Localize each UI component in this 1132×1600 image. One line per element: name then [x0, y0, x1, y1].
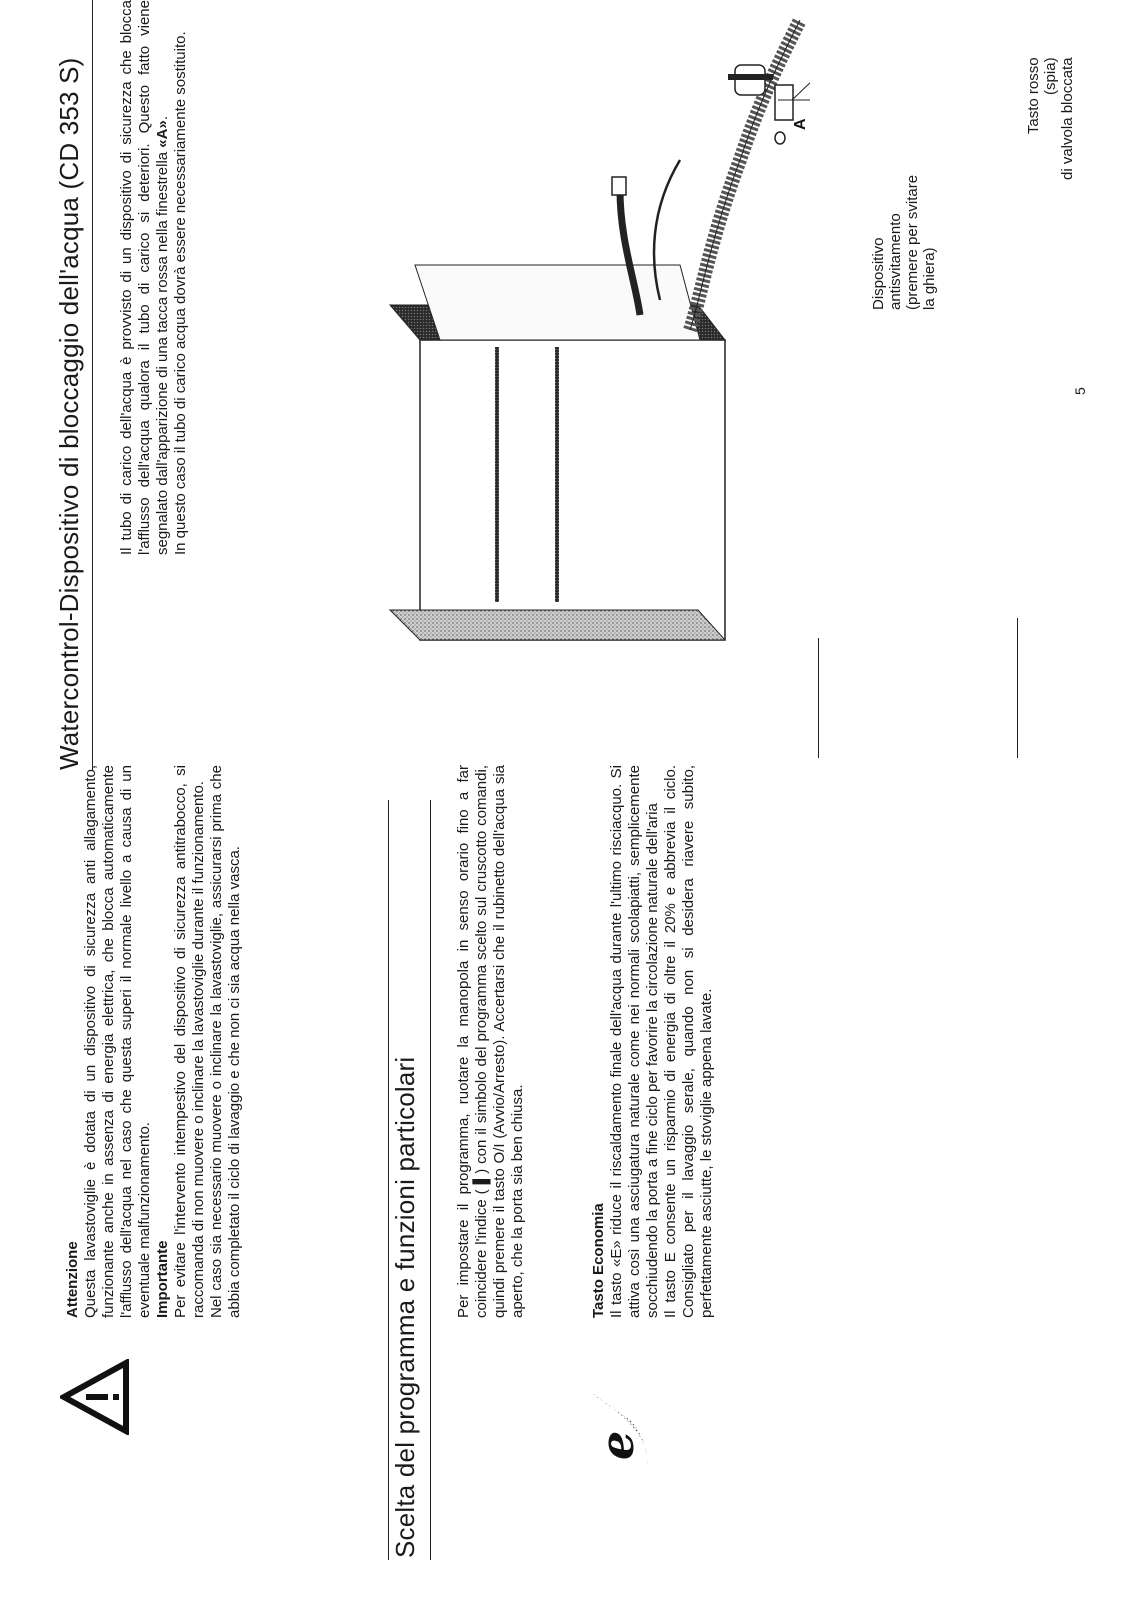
label-dispositivo: Dispositivo antisvitamento (premere per svitare la ghiera) — [870, 174, 938, 310]
page-number: 5 — [1072, 387, 1088, 395]
svg-text:e: e — [590, 1430, 644, 1460]
watercontrol-paragraph-1: Il tubo di carico dell'acqua è provvisto di un dispositivo di sicurezza che blocca l'afflusso dell'acqua qualora il tubo di carico si deteriori. Questo fatto viene segnalato dall'apparizione di una tacca rossa nella finestrella «A». — [118, 0, 171, 555]
section-rule-watercontrol — [92, 0, 93, 770]
svg-text:A: A — [792, 118, 809, 130]
dishwasher-hose-diagram — [380, 0, 810, 660]
importante-paragraph-1: Per evitare l'intervento intempestivo del dispositivo di sicurezza antitrabocco, si raccomanda di non muovere o inclinare la lavastoviglie durante il funzionamento. — [172, 765, 207, 1318]
section-rule-top — [430, 800, 431, 1560]
watercontrol-paragraph-2: In questo caso il tubo di carico acqua dovrà essere necessariamente sostituito. — [172, 31, 189, 555]
importante-heading: Importante — [154, 1240, 171, 1318]
importante-paragraph-2: Nel caso sia necessario muovere o inclinare la lavastoviglie, assicurarsi prima che abbia completato il ciclo di lavaggio e che non ci sia acqua nella vasca. — [208, 765, 243, 1318]
economia-heading: Tasto Economia — [590, 1203, 607, 1318]
scelta-title: Scelta del programma e funzioni particolari — [390, 1056, 420, 1558]
scelta-block — [455, 765, 527, 1318]
watercontrol-title: Watercontrol-Dispositivo di bloccaggio dell'acqua (CD 353 S) — [54, 57, 84, 770]
attenzione-heading: Attenzione — [64, 1241, 81, 1318]
economia-paragraph-2: Il tasto E consente un risparmio di energia di oltre il 20% e abbrevia il ciclo. Consigliato per il lavaggio serale, quando non si desidera riavere subito, perfettamente asciutte, le stoviglie appena lavate. — [662, 765, 715, 1318]
section-rule-scelta — [388, 800, 389, 1560]
attenzione-block — [64, 765, 244, 1318]
side-rule-left — [818, 638, 819, 758]
economia-paragraph-1: Il tasto «E» riduce il riscaldamento finale dell'acqua durante l'ultimo risciacquo. Si attiva così una asciugatura naturale come nei normali scolapiatti, semplicemente socchiudendo la porta a fine ciclo per favorire la circolazione naturale dell'aria — [608, 765, 661, 1318]
economy-e-icon — [575, 1380, 655, 1480]
label-tasto-rosso: Tasto rosso (spia) di valvola bloccata — [1025, 57, 1076, 180]
watercontrol-block — [118, 0, 190, 555]
attenzione-paragraph: Questa lavastoviglie è dotata di un dispositivo di sicurezza anti allagamento, funzionante anche in assenza di energia elettrica, che blocca automaticamente l'afflusso dell'acqua nel caso che questa superi il normale livello a causa di un eventuale malfunzionamento. — [82, 765, 153, 1318]
side-rule-right — [1017, 618, 1018, 758]
scelta-paragraph: Per impostare il programma, ruotare la manopola in senso orario fino a far coincidere l'indice ( ▌) con il simbolo del programma scelto sul cruscotto comandi, quindi premere il tasto O/I (Avvio/Arresto). Accertarsi che il rubinetto dell'acqua sia aperto, che la porta sia ben chiusa. — [455, 765, 526, 1318]
warning-triangle-icon — [60, 1359, 130, 1435]
economia-block — [590, 765, 716, 1318]
